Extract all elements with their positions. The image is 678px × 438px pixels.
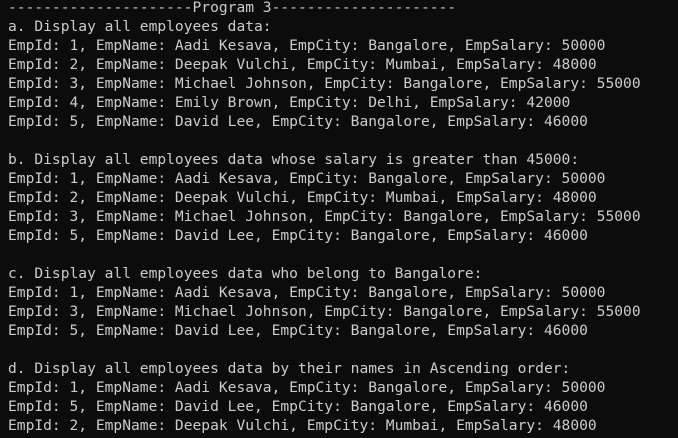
output-line: EmpId: 2, EmpName: Deepak Vulchi, EmpCity: Mumbai, EmpSalary: 48000 bbox=[8, 417, 597, 434]
output-line: EmpId: 4, EmpName: Emily Brown, EmpCity: Delhi, EmpSalary: 42000 bbox=[8, 94, 571, 111]
section-a-heading: a. Display all employees data: bbox=[8, 18, 272, 35]
output-line: EmpId: 1, EmpName: Aadi Kesava, EmpCity: Bangalore, EmpSalary: 50000 bbox=[8, 170, 606, 187]
output-line: EmpId: 5, EmpName: David Lee, EmpCity: Bangalore, EmpSalary: 46000 bbox=[8, 227, 588, 244]
output-line: EmpId: 2, EmpName: Deepak Vulchi, EmpCity: Mumbai, EmpSalary: 48000 bbox=[8, 189, 597, 206]
output-line: EmpId: 3, EmpName: Michael Johnson, EmpCity: Bangalore, EmpSalary: 55000 bbox=[8, 208, 641, 225]
output-line: EmpId: 5, EmpName: David Lee, EmpCity: Bangalore, EmpSalary: 46000 bbox=[8, 113, 588, 130]
output-line: EmpId: 3, EmpName: Michael Johnson, EmpCity: Bangalore, EmpSalary: 55000 bbox=[8, 303, 641, 320]
output-line: EmpId: 5, EmpName: David Lee, EmpCity: Bangalore, EmpSalary: 46000 bbox=[8, 398, 588, 415]
output-line: EmpId: 5, EmpName: David Lee, EmpCity: Bangalore, EmpSalary: 46000 bbox=[8, 322, 588, 339]
program-header-line: ---------------------Program 3--------------------- bbox=[8, 0, 457, 16]
output-line: EmpId: 1, EmpName: Aadi Kesava, EmpCity: Bangalore, EmpSalary: 50000 bbox=[8, 379, 606, 396]
output-line: EmpId: 2, EmpName: Deepak Vulchi, EmpCity: Mumbai, EmpSalary: 48000 bbox=[8, 56, 597, 73]
blank-line bbox=[8, 131, 678, 150]
output-line: EmpId: 3, EmpName: Michael Johnson, EmpCity: Bangalore, EmpSalary: 55000 bbox=[8, 75, 641, 92]
output-line: EmpId: 1, EmpName: Aadi Kesava, EmpCity: Bangalore, EmpSalary: 50000 bbox=[8, 37, 606, 54]
output-line: EmpId: 1, EmpName: Aadi Kesava, EmpCity: Bangalore, EmpSalary: 50000 bbox=[8, 284, 606, 301]
blank-line bbox=[8, 340, 678, 359]
blank-line bbox=[8, 245, 678, 264]
section-b-heading: b. Display all employees data whose salary is greater than 45000: bbox=[8, 151, 580, 168]
section-c-heading: c. Display all employees data who belong to Bangalore: bbox=[8, 265, 483, 282]
section-d-heading: d. Display all employees data by their names in Ascending order: bbox=[8, 360, 571, 377]
